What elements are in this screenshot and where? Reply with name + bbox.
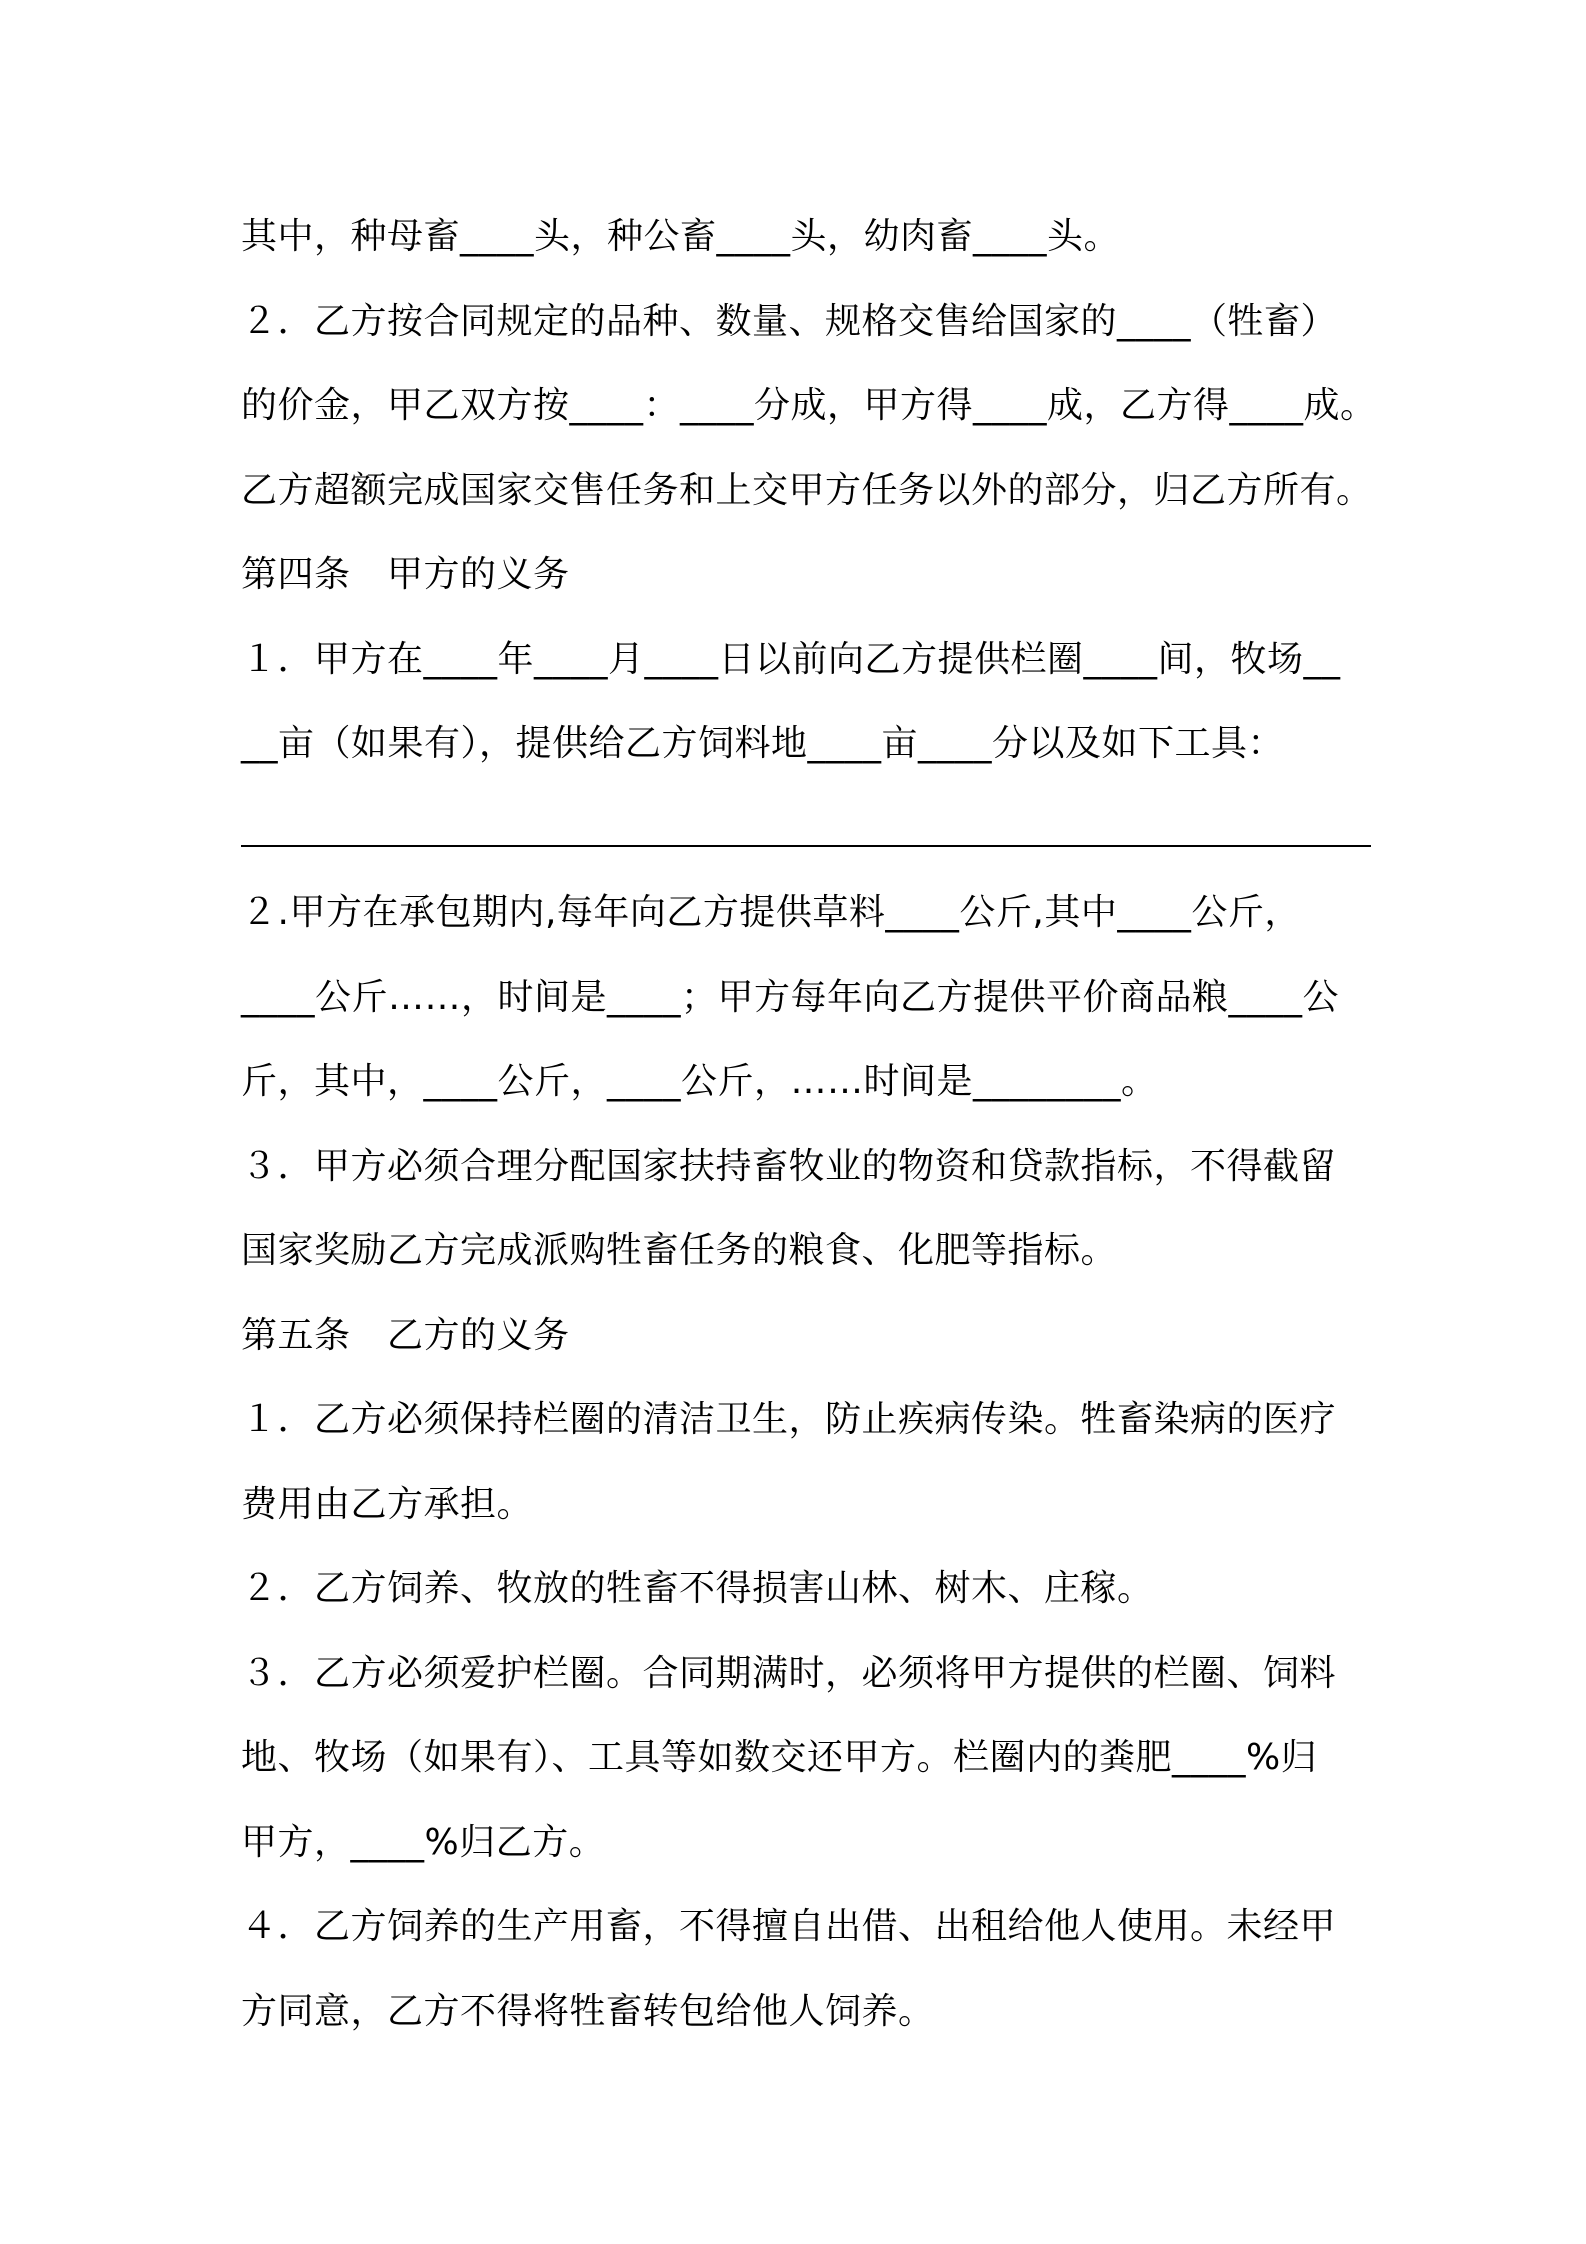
text-line: 乙方超额完成国家交售任务和上交甲方任务以外的部分，归乙方所有。 — [241, 469, 1373, 511]
text-line: 地、牧场（如果有）、工具等如数交还甲方。栏圈内的粪肥____%归 — [241, 1737, 1318, 1778]
text-line: __亩（如果有），提供给乙方饲料地____亩____分以及如下工具： — [241, 723, 1285, 764]
text-line: 费用由乙方承担。 — [241, 1483, 534, 1525]
contract-text — [241, 195, 1377, 2054]
text-line: ____公斤……，时间是____；甲方每年向乙方提供平价商品粮____公 — [241, 976, 1340, 1018]
text-line: ３．乙方必须爱护栏圈。合同期满时，必须将甲方提供的栏圈、饲料 — [241, 1652, 1337, 1694]
text-line: ２．乙方按合同规定的品种、数量、规格交售给国家的____（牲畜） — [241, 300, 1338, 342]
text-line: 甲方，____%归乙方。 — [241, 1821, 606, 1863]
tools-blank-line — [241, 787, 1371, 872]
text-line: ２．乙方饲养、牧放的牲畜不得损害山林、树木、庄稼。 — [241, 1568, 1154, 1609]
text-line: 其中，种母畜____头，种公畜____头，幼肉畜____头。 — [241, 216, 1121, 257]
text-line: １．乙方必须保持栏圈的清洁卫生，防止疾病传染。牲畜染病的医疗 — [241, 1399, 1337, 1440]
text-line: 国家奖励乙方完成派购牲畜任务的粮食、化肥等指标。 — [241, 1230, 1118, 1271]
text-line: 斤，其中，____公斤，____公斤，……时间是________。 — [241, 1061, 1158, 1102]
section-heading-article-4: 第四条 甲方的义务 — [241, 554, 570, 595]
text-line: 的价金，甲乙双方按____：____分成，甲方得____成，乙方得____成。 — [241, 385, 1377, 426]
text-line: ２.甲方在承包期内,每年向乙方提供草料____公斤,其中____公斤， — [241, 892, 1301, 933]
text-line: １．甲方在____年____月____日以前向乙方提供栏圈____间，牧场__ — [241, 638, 1341, 680]
text-line: ４．乙方饲养的生产用畜，不得擅自出借、出租给他人使用。未经甲 — [241, 1906, 1337, 1947]
section-heading-article-5: 第五条 乙方的义务 — [241, 1314, 570, 1356]
fill-in-underline — [241, 845, 1371, 847]
text-line: 方同意，乙方不得将牲畜转包给他人饲养。 — [241, 1990, 935, 2032]
text-line: ３．甲方必须合理分配国家扶持畜牧业的物资和贷款指标，不得截留 — [241, 1145, 1337, 1187]
